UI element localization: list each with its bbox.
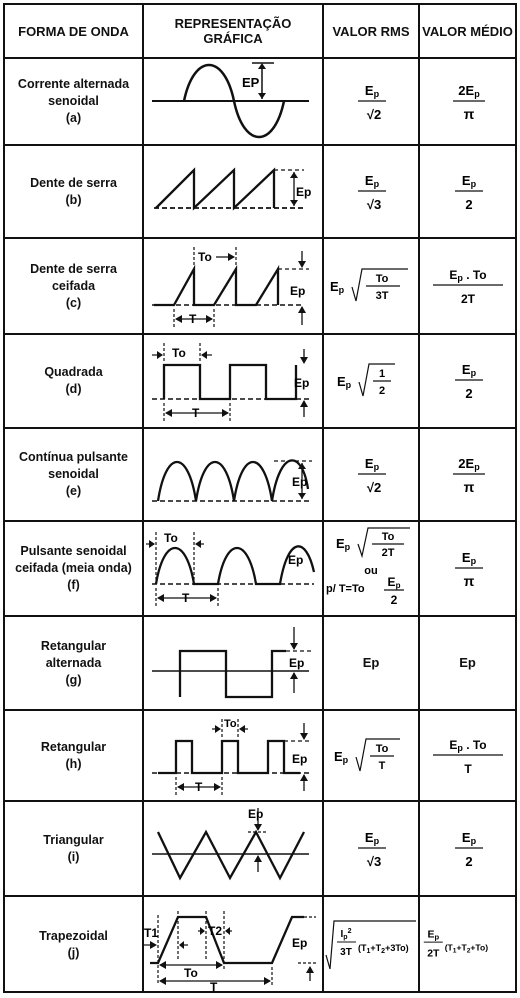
label-to: To: [184, 966, 198, 980]
svg-text:2: 2: [378, 385, 386, 397]
svg-text:√3: √3: [366, 196, 382, 212]
header-graphic: REPRESENTAÇÃO GRÁFICA: [174, 16, 292, 46]
svg-text:Ep: Ep: [461, 829, 476, 846]
waveform-tag: (h): [65, 756, 82, 771]
rms-value: [324, 239, 418, 333]
svg-text:Ep: Ep: [364, 829, 380, 846]
svg-text:√2: √2: [366, 106, 382, 122]
svg-text:2: 2: [464, 853, 473, 869]
svg-text:Ip2: $I_p^2$: [340, 928, 352, 941]
label-ep: Ep: [294, 376, 310, 390]
waveform-graph: [144, 897, 322, 993]
svg-text:Ep: Ep: [427, 929, 440, 942]
label-ep: Ep: [292, 936, 308, 950]
waveform-name: [5, 617, 142, 709]
label-ep: EP: [242, 75, 260, 90]
waveform-tag: (a): [65, 111, 82, 125]
waveform-graph: [144, 711, 322, 800]
svg-text:Ep . To: Ep . To: [448, 737, 487, 753]
label-t: T: [189, 312, 197, 326]
label-to: To: [164, 531, 178, 545]
svg-text:To: To: [375, 742, 389, 755]
svg-text:Ep: Ep: [461, 362, 476, 378]
waveform-name: [5, 335, 142, 427]
waveform-name: [5, 429, 142, 520]
label-t: T: [182, 591, 190, 605]
table-row: [5, 802, 515, 895]
average-value: [420, 146, 515, 237]
svg-text:Ep: Ep: [330, 279, 345, 295]
average-value: [420, 335, 515, 427]
waveform-graph: [144, 522, 322, 615]
svg-text:Ep: Ep: [387, 574, 401, 590]
table-row: [5, 59, 515, 144]
rms-value: [324, 429, 418, 520]
label-t: T: [192, 406, 200, 420]
average-value: [420, 522, 515, 615]
svg-text:(T1+T2+To): $(T_1+T_2+To)$: [444, 942, 489, 955]
waveform-name: [5, 522, 142, 615]
waveform-name: [5, 239, 142, 333]
average-value: [420, 429, 515, 520]
label-t: T: [210, 980, 218, 993]
rms-value: [324, 59, 418, 144]
header-rms: VALOR RMS: [332, 23, 410, 39]
svg-text:Ep: Ep: [336, 535, 351, 552]
rms-value: [324, 146, 418, 237]
waveform-graph: [144, 335, 322, 427]
svg-text:Ep . To: Ep . To: [448, 268, 487, 283]
label-ep: Ep: [292, 475, 308, 489]
rms-value: [324, 897, 418, 993]
svg-text:2Ep: 2Ep: [457, 82, 480, 99]
waveform-name-text: Trapezoidal: [39, 929, 108, 943]
svg-text:To: To: [381, 530, 395, 543]
table-row: [5, 335, 515, 427]
rms-value: [324, 522, 418, 615]
average-value: [420, 802, 515, 895]
label-ep: Ep: [288, 553, 304, 567]
table-row: [5, 522, 515, 615]
waveform-graph: [144, 802, 322, 895]
waveform-name: [5, 802, 142, 895]
svg-text:π: π: [463, 105, 474, 122]
waveform-name: [5, 146, 142, 237]
svg-text:Ep: Ep: [364, 172, 380, 189]
svg-text:2: 2: [464, 386, 473, 401]
table-row: [5, 617, 515, 709]
waveform-name-text: Corrente alternada senoidal: [17, 77, 130, 108]
table-row: [5, 239, 515, 333]
rms-text: Ep: [362, 655, 380, 670]
table-row: [5, 429, 515, 520]
avg-text: Ep: [459, 655, 476, 670]
svg-text:π: π: [463, 572, 474, 589]
label-ep: Ep: [292, 752, 308, 766]
waveform-tag: (d): [65, 382, 82, 396]
label-ep: Ep: [248, 807, 264, 821]
label-t: T: [195, 780, 203, 794]
average-value: [420, 617, 515, 709]
average-value: [420, 239, 515, 333]
header-waveform: FORMA DE ONDA: [18, 23, 129, 39]
waveform-name-text: Dente de serra: [30, 175, 117, 190]
svg-text:2T: 2T: [460, 292, 475, 306]
rms-value: [324, 335, 418, 427]
waveform-name-text: Retangular alternada: [40, 638, 107, 670]
svg-text:√3: √3: [366, 853, 382, 869]
waveform-graph: [144, 239, 322, 333]
waveform-name-text: Dente de serra ceifada: [30, 261, 117, 293]
waveform-name-text: Pulsante senoidal ceifada (meia onda): [15, 544, 132, 575]
svg-text:3T: 3T: [340, 947, 352, 958]
waveform-tag: (f): [67, 578, 80, 592]
svg-text:π: π: [463, 478, 474, 495]
label-to: To: [198, 250, 212, 264]
svg-text:Ep: Ep: [461, 549, 476, 566]
label-ep: Ep: [296, 185, 312, 199]
waveform-name: [5, 711, 142, 800]
svg-text:2Ep: 2Ep: [457, 455, 480, 472]
svg-text:Ep: Ep: [364, 82, 380, 99]
waveform-graph: [144, 429, 322, 520]
table-row: [5, 146, 515, 237]
svg-text:2: 2: [390, 592, 398, 607]
svg-text:Ep: Ep: [334, 748, 349, 765]
svg-text:(T1+T2+3To): $(T_1+T_2+3To)$: [358, 943, 409, 955]
label-ep: Ep: [289, 656, 305, 670]
svg-text:p/ T=To: p/ T=To: [326, 582, 365, 595]
average-value: [420, 711, 515, 800]
label-ep: Ep: [290, 284, 306, 298]
waveform-name-text: Quadrada: [44, 365, 103, 379]
waveform-graph: [144, 617, 322, 709]
waveform-name-text: Triangular: [43, 832, 104, 847]
svg-text:3T: 3T: [375, 290, 389, 302]
average-value: [420, 59, 515, 144]
header-average: VALOR MÉDIO: [422, 23, 513, 39]
table-row: [5, 711, 515, 800]
label-t1: T1: [144, 926, 159, 940]
waveform-name-text: Contínua pulsante senoidal: [18, 450, 129, 481]
average-value: [420, 897, 515, 993]
rms-value: [324, 802, 418, 895]
waveform-tag: (j): [67, 946, 80, 960]
svg-text:T: T: [378, 759, 386, 772]
waveform-name-text: Retangular: [40, 739, 107, 754]
svg-text:2: 2: [464, 196, 473, 212]
svg-text:Ep: Ep: [461, 172, 476, 189]
svg-text:√2: √2: [366, 479, 382, 495]
label-t2: T2: [208, 924, 223, 938]
waveform-tag: (e): [65, 484, 82, 498]
rms-value: [324, 711, 418, 800]
svg-text:1: 1: [378, 368, 386, 380]
waveform-name: [5, 59, 142, 144]
waveform-table: [3, 3, 517, 993]
rms-value: [324, 617, 418, 709]
waveform-graph: [144, 59, 322, 144]
waveform-tag: (g): [65, 672, 82, 687]
table-row: [5, 897, 515, 993]
waveform-name: [5, 897, 142, 993]
svg-text:Ep: Ep: [364, 455, 380, 472]
label-to: To: [172, 346, 186, 360]
waveform-tag: (b): [65, 192, 82, 207]
waveform-tag: (c): [65, 295, 82, 310]
svg-text:To: To: [375, 273, 389, 285]
label-to: To: [224, 718, 237, 730]
svg-text:Ep: Ep: [337, 374, 352, 390]
svg-text:2T: 2T: [427, 948, 440, 960]
svg-text:ou: ou: [364, 564, 378, 577]
waveform-graph: [144, 146, 322, 237]
svg-text:2T: 2T: [381, 546, 395, 559]
waveform-tag: (i): [67, 849, 80, 864]
svg-text:T: T: [463, 761, 472, 776]
